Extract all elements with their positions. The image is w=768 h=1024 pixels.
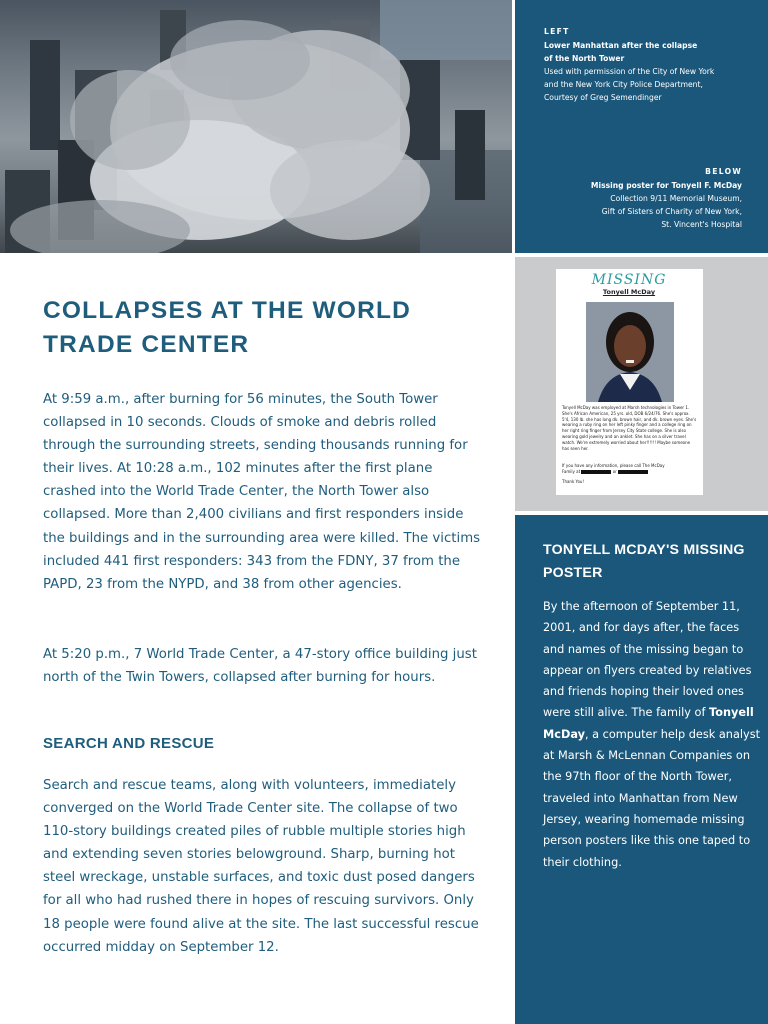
caption-left-kicker: LEFT: [544, 27, 570, 36]
caption-left-line3: Used with permission of the City of New York: [544, 67, 715, 76]
missing-poster: [556, 269, 703, 495]
sidebar-body-part1: By the afternoon of September 11, 2001, and for days after, the faces and names of the missing began to appear on flyers created by relatives and friends hoping their loved ones were still alive. The family of: [543, 600, 752, 720]
poster-contact-line1: If you have any information, please call The McDay: [562, 463, 665, 468]
caption-below-kicker: BELOW: [705, 167, 742, 176]
portrait-illustration: [586, 302, 674, 402]
sidebar-body-name: Tonyell McDay: [543, 706, 754, 741]
sidebar-body: [543, 596, 763, 873]
caption-below: [527, 165, 742, 231]
redacted-number: [618, 470, 648, 474]
caption-panel: [515, 0, 768, 253]
poster-name: Tonyell McDay: [602, 288, 656, 296]
caption-below-line3: Gift of Sisters of Charity of New York,: [601, 207, 742, 216]
poster-panel: [515, 257, 768, 511]
caption-below-line4: St. Vincent's Hospital: [661, 220, 742, 229]
caption-left-line2: of the North Tower: [544, 54, 625, 63]
paragraph-search-rescue: Search and rescue teams, along with volunteers, immediately converged on the World Trade Center site. The collapse of two 110-story buildings created piles of rubble multiple stories high and extending seven stories belowground. Sharp, burning hot steel wreckage, unstable surfaces, and toxic dust posed dangers for all who had rushed there in hopes of rescuing survivors. Only 18 people were found alive at the site. The last successful rescue occurred midday on September 12.: [43, 778, 479, 955]
poster-thanks: Thank You!: [562, 479, 585, 484]
aerial-photo-illustration: [0, 0, 512, 253]
poster-description: Tonyell McDay was employed at Marsh technologies in Tower 1. She's African American, 25 yrs. old, DOB 6/24/76. She's approx. 5'4, 130 lb. she has long dk. brown hair, and dk. brown eyes. She's wearing a ruby ring on her left pinky finger and a college ring on her right ring finger from Jersey City State college. She is also wearing gold jewelry and an anklet. She has on a silver travel watch. We're extremely worried about her!!!!!! Maybe someone has seen her.: [562, 405, 697, 451]
caption-left-line5: Courtesy of Greg Semendinger: [544, 93, 662, 102]
poster-contact: [562, 463, 698, 475]
section-heading: SEARCH AND RESCUE: [43, 735, 215, 752]
caption-left-line4: and the New York City Police Department,: [544, 80, 703, 89]
poster-title: MISSING: [591, 272, 667, 288]
caption-left-line1: Lower Manhattan after the collapse: [544, 41, 698, 50]
caption-below-line2: Collection 9/11 Memorial Museum,: [610, 194, 742, 203]
paragraph-7wtc: At 5:20 p.m., 7 World Trade Center, a 47-story office building just north of the Twin Towers, collapsed after burning for hours.: [43, 647, 477, 686]
poster-portrait: [586, 302, 674, 402]
page-title: COLLAPSES AT THE WORLD TRADE CENTER: [43, 297, 412, 358]
aerial-photo: [0, 0, 512, 253]
redacted-number: [581, 470, 611, 474]
sidebar-title: TONYELL MCDAY'S MISSING POSTER: [543, 542, 745, 581]
paragraph-collapse: At 9:59 a.m., after burning for 56 minutes, the South Tower collapsed in 10 seconds. Clouds of smoke and debris rolled through the surrounding streets, sending thousands running for their lives. At 10:28 a.m., 102 minutes after the first plane crashed into the World Trade Center, the North Tower also collapsed. More than 2,400 civilians and first responders inside the buildings and in the surrounding area were killed. The victims included 441 first responders: 343 from the FDNY, 37 from the PAPD, 23 from the NYPD, and 38 from other agencies.: [43, 392, 481, 592]
sidebar: [515, 515, 768, 1024]
sidebar-body-part2: , a computer help desk analyst at Marsh & McLennan Companies on the 97th floor of the North Tower, traveled into Manhattan from New Jersey, wearing homemade missing person posters like this one taped to their clothing.: [543, 727, 761, 869]
poster-contact-family: Family at: [562, 468, 581, 474]
poster-contact-or: or: [612, 468, 617, 474]
caption-below-line1: Missing poster for Tonyell F. McDay: [590, 181, 742, 190]
caption-left: [544, 25, 759, 104]
